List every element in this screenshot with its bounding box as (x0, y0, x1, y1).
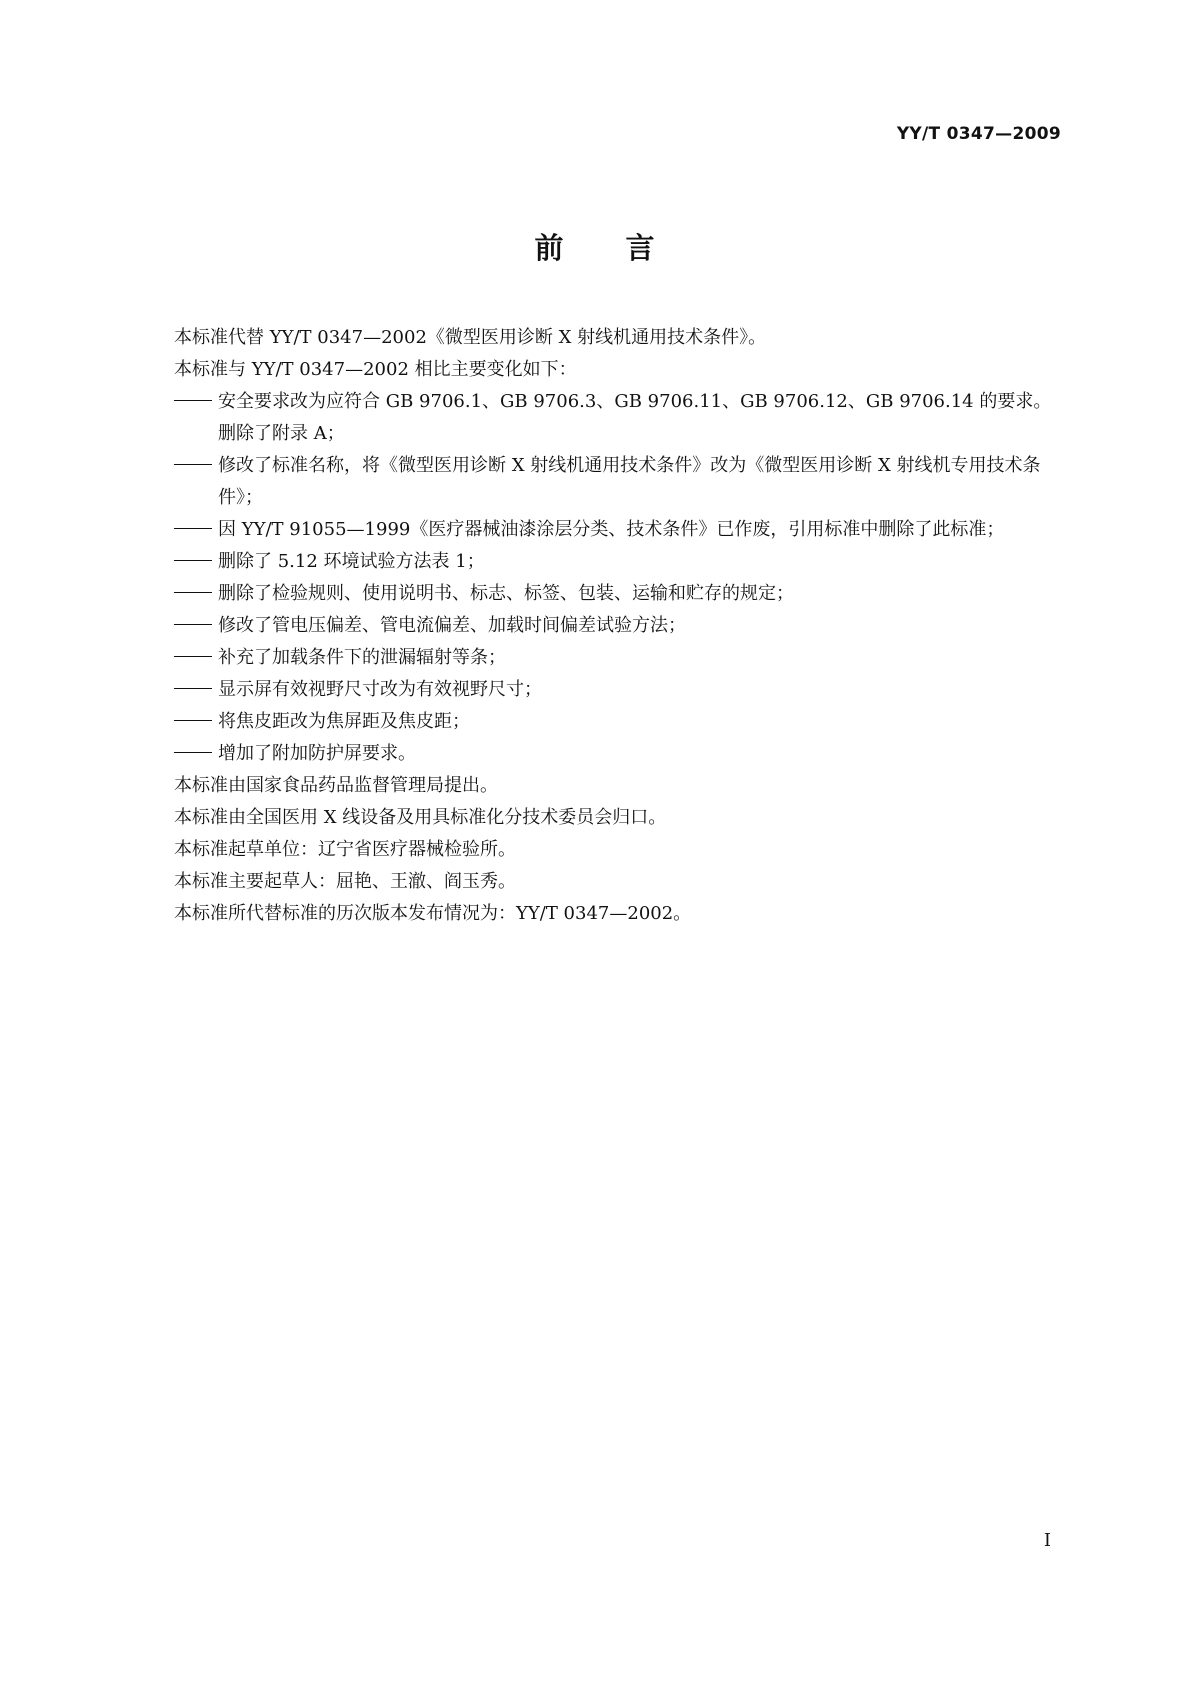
proposer-paragraph: 本标准由国家食品药品监督管理局提出。 (174, 775, 498, 796)
change-item-text: 增加了附加防护屏要求。 (218, 743, 416, 764)
dash-marker (174, 674, 218, 706)
intro-paragraph-changes: 本标准与 YY/T 0347—2002 相比主要变化如下： (174, 359, 577, 380)
dash-marker (174, 610, 218, 642)
change-item (174, 578, 1060, 610)
page-title (0, 226, 1191, 267)
change-item-text: 修改了管电压偏差、管电流偏差、加载时间偏差试验方法； (218, 615, 686, 636)
change-item (174, 610, 1060, 642)
dash-marker (174, 546, 218, 578)
page-number: I (1043, 1530, 1051, 1551)
dash-marker (174, 386, 218, 418)
drafting-unit-paragraph: 本标准起草单位：辽宁省医疗器械检验所。 (174, 839, 516, 860)
dash-marker (174, 578, 218, 610)
dash-marker (174, 642, 218, 674)
dash-marker (174, 738, 218, 770)
change-item-text: 删除了检验规则、使用说明书、标志、标签、包装、运输和贮存的规定； (218, 583, 794, 604)
drafters-paragraph: 本标准主要起草人：屈艳、王澈、阎玉秀。 (174, 871, 516, 892)
foreword-body (174, 322, 1060, 930)
title-char-left: 前 (534, 231, 566, 265)
change-item-text: 修改了标准名称，将《微型医用诊断 X 射线机通用技术条件》改为《微型医用诊断 X 射线机专用技术条件》； (218, 455, 1041, 508)
change-item (174, 386, 1060, 450)
change-item-text: 补充了加载条件下的泄漏辐射等条； (218, 647, 506, 668)
intro-paragraph-replaces: 本标准代替 YY/T 0347—2002《微型医用诊断 X 射线机通用技术条件》。 (174, 327, 767, 348)
change-item-text: 显示屏有效视野尺寸改为有效视野尺寸； (218, 679, 542, 700)
dash-marker (174, 514, 218, 546)
change-item-text: 删除了 5.12 环境试验方法表 1； (218, 551, 485, 572)
change-item (174, 674, 1060, 706)
dash-marker (174, 450, 218, 482)
standard-code: YY/T 0347—2009 (896, 124, 1061, 144)
change-item (174, 706, 1060, 738)
dash-marker (174, 706, 218, 738)
committee-paragraph: 本标准由全国医用 X 线设备及用具标准化分技术委员会归口。 (174, 807, 667, 828)
change-item-text: 将焦皮距改为焦屏距及焦皮距； (218, 711, 470, 732)
change-item (174, 546, 1060, 578)
title-char-right: 言 (625, 231, 657, 265)
history-paragraph: 本标准所代替标准的历次版本发布情况为：YY/T 0347—2002。 (174, 903, 692, 924)
change-item (174, 738, 1060, 770)
change-item (174, 642, 1060, 674)
change-item-text: 安全要求改为应符合 GB 9706.1、GB 9706.3、GB 9706.11、GB 9706.12、GB 9706.14 的要求。删除了附录 A； (218, 391, 1052, 444)
change-item (174, 450, 1060, 514)
change-item (174, 514, 1060, 546)
change-item-text: 因 YY/T 91055—1999《医疗器械油漆涂层分类、技术条件》已作废，引用标准中删除了此标准； (218, 519, 1005, 540)
